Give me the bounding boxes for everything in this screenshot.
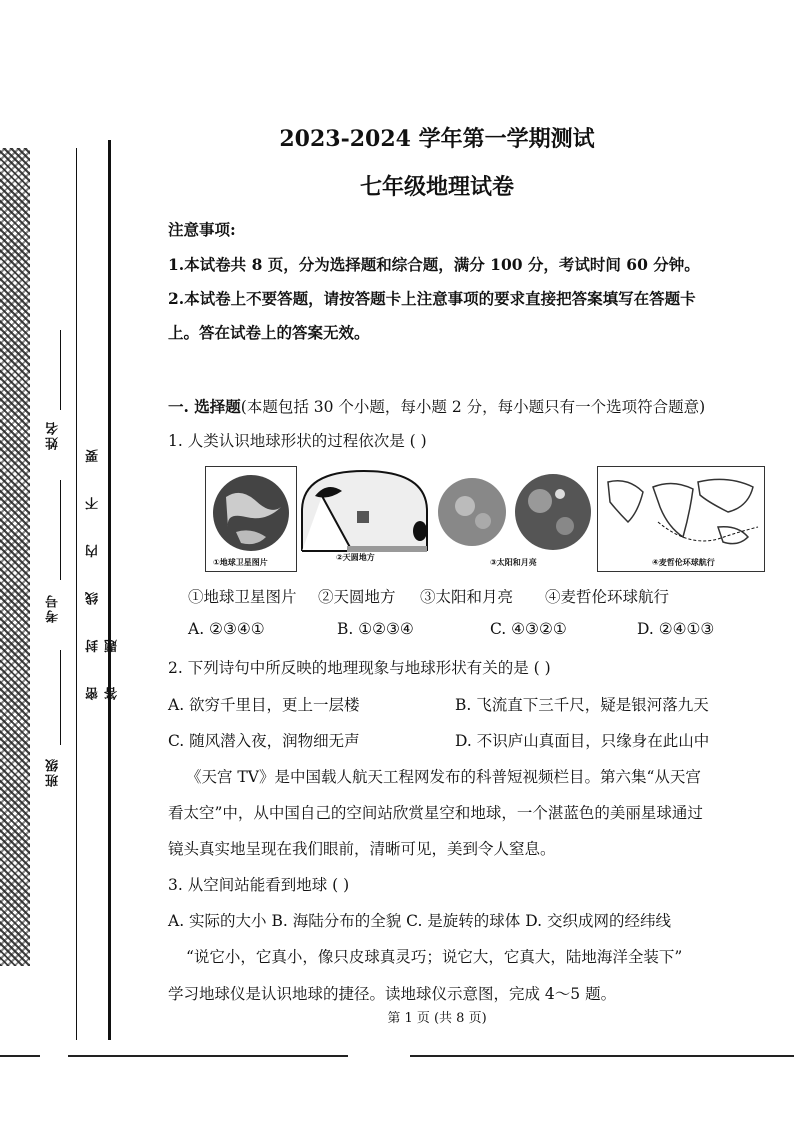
figure-caption-3: ③太阳和月亮 bbox=[490, 558, 537, 567]
margin-line-bold bbox=[108, 140, 111, 1040]
section-heading-bold: 一. 选择题 bbox=[168, 397, 241, 416]
figure-sun-moon bbox=[435, 466, 595, 570]
q1-label-3: ③太阳和月亮 bbox=[420, 588, 514, 606]
figure-caption-2: ②天圆地方 bbox=[336, 553, 375, 562]
footer-rule-right bbox=[410, 1055, 794, 1057]
exam-subtitle: 七年级地理试卷 bbox=[359, 174, 514, 200]
q1-option-c: C. ④③②① bbox=[490, 620, 567, 638]
passage-2-line-2: 学习地球仪是认识地球的捷径。读地球仪示意图，完成 4～5 题。 bbox=[168, 985, 617, 1003]
question-1-stem: 1. 人类认识地球形状的过程依次是 ( ) bbox=[168, 432, 427, 450]
name-blank-line bbox=[60, 330, 61, 410]
page-footer: 第 1 页 (共 8 页) bbox=[387, 1011, 487, 1026]
q1-label-4: ④麦哲伦环球航行 bbox=[545, 588, 670, 606]
question-2-stem: 2. 下列诗句中所反映的地理现象与地球形状有关的是 ( ) bbox=[168, 659, 551, 677]
passage-2-line-1: “说它小，它真小，像只皮球真灵巧；说它大，它真大，陆地海洋全装下” bbox=[186, 948, 683, 966]
section-heading-rest: (本题包括 30 个小题，每小题 2 分，每小题只有一个选项符合题意) bbox=[240, 398, 706, 416]
q1-option-b: B. ①②③④ bbox=[337, 620, 414, 638]
exam-no-blank-line bbox=[60, 480, 61, 580]
q2-option-d: D. 不识庐山真面目，只缘身在此山中 bbox=[455, 732, 710, 750]
passage-1-line-3: 镜头真实地呈现在我们眼前，清晰可见，美到令人窒息。 bbox=[168, 840, 556, 858]
footer-rule-mid bbox=[68, 1055, 348, 1057]
margin-line bbox=[76, 148, 77, 1040]
notice-item-2: 2.本试卷上不要答题，请按答题卡上注意事项的要求直接把答案填写在答题卡 bbox=[168, 289, 696, 308]
passage-1-line-1: 《天宫 TV》是中国载人航天工程网发布的科普短视频栏目。第六集“从天宫 bbox=[186, 768, 701, 786]
q2-option-c: C. 随风潜入夜，润物细无声 bbox=[168, 732, 360, 750]
footer-rule-left bbox=[0, 1055, 40, 1057]
q2-option-a: A. 欲穷千里目，更上一层楼 bbox=[168, 696, 360, 714]
q3-options: A. 实际的大小 B. 海陆分布的全貌 C. 是旋转的球体 D. 交织成网的经纬线 bbox=[168, 912, 671, 930]
figure-caption-4: ④麦哲伦环球航行 bbox=[652, 558, 715, 567]
q1-label-2: ②天圆地方 bbox=[318, 588, 396, 606]
notice-item-1: 1.本试卷共 8 页，分为选择题和综合题，满分 100 分，考试时间 60 分钟。 bbox=[168, 255, 700, 274]
figure-caption-1: ①地球卫星图片 bbox=[213, 558, 268, 567]
q1-option-d: D. ②④①③ bbox=[637, 620, 715, 638]
section-heading bbox=[168, 395, 705, 417]
margin-pattern bbox=[0, 148, 30, 966]
notice-heading: 注意事项: bbox=[168, 220, 236, 239]
class-label: 班级 bbox=[46, 757, 61, 787]
q2-option-b: B. 飞流直下三千尺，疑是银河落九天 bbox=[455, 696, 709, 714]
class-blank-line bbox=[60, 650, 61, 745]
notice-item-2-cont: 上。答在试卷上的答案无效。 bbox=[168, 323, 370, 342]
question-3-stem: 3. 从空间站能看到地球 ( ) bbox=[168, 876, 350, 894]
passage-1-line-2: 看太空”中，从中国自己的空间站欣赏星空和地球，一个湛蓝色的美丽星球通过 bbox=[168, 804, 703, 822]
exam-title: 2023-2024 学年第一学期测试 bbox=[279, 126, 595, 152]
exam-no-label: 考号 bbox=[46, 593, 61, 623]
q1-label-1: ①地球卫星图片 bbox=[188, 588, 297, 606]
name-label: 姓名 bbox=[46, 420, 61, 450]
q1-option-a: A. ②③④① bbox=[188, 620, 265, 638]
seal-text: 密 封 线 内 不 要 答 题 bbox=[86, 434, 120, 700]
